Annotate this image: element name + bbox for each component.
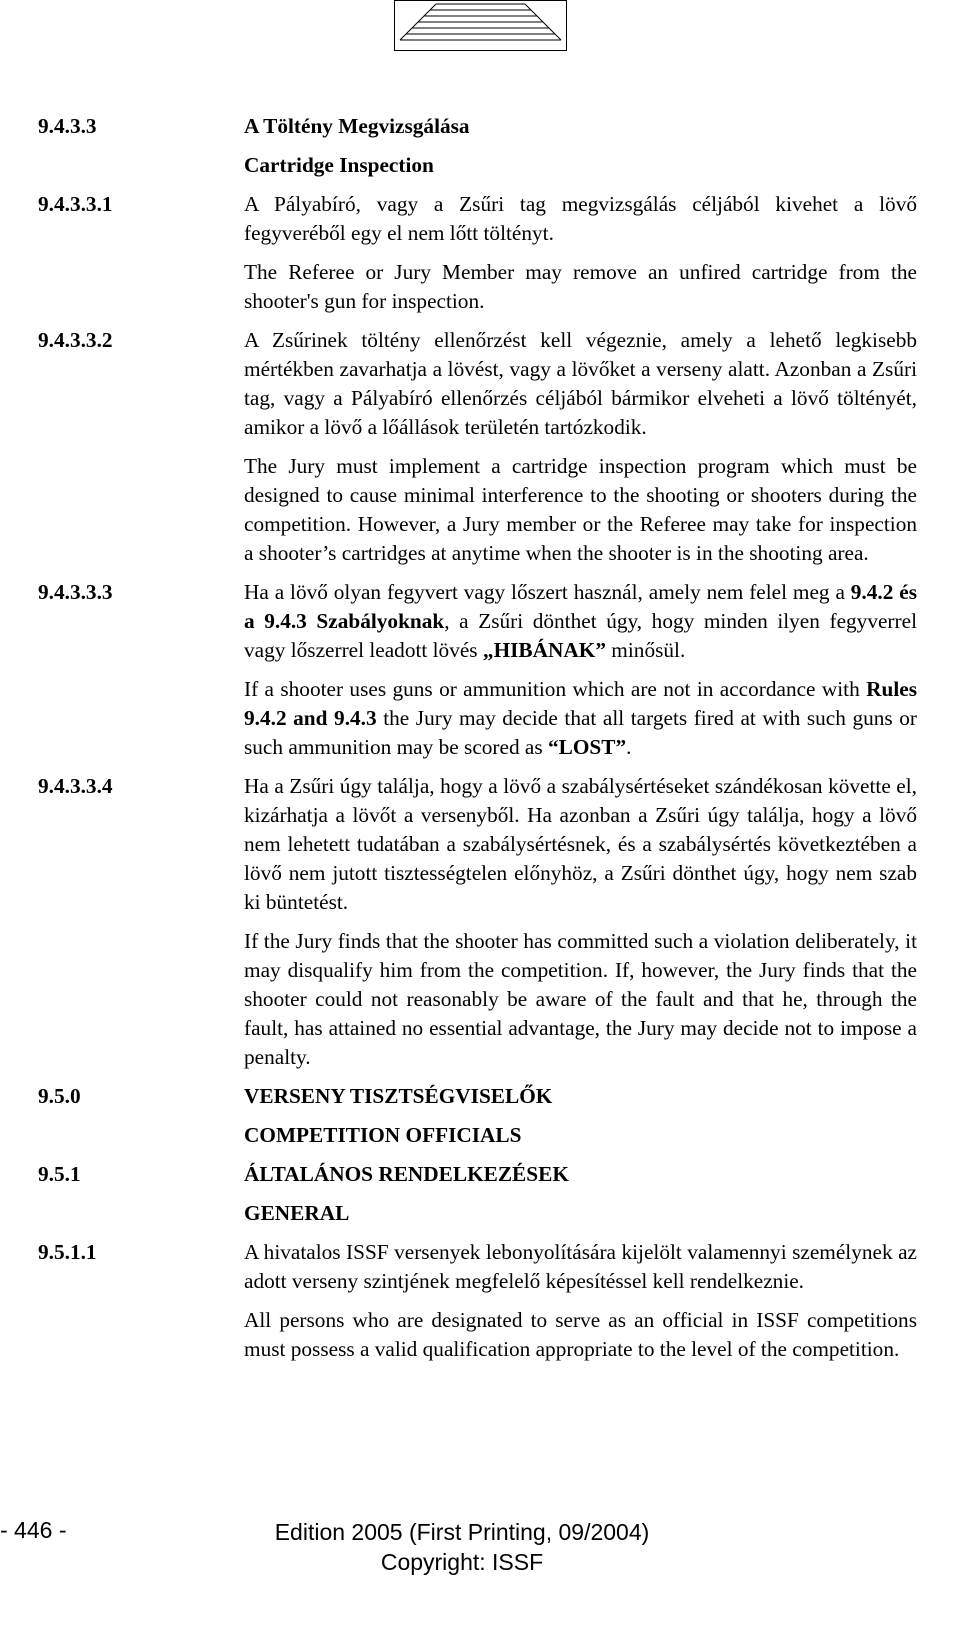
paragraph-en-row	[38, 258, 960, 316]
paragraph-en-row	[38, 452, 960, 568]
section-9-4-3-3-2	[38, 326, 960, 442]
number-spacer	[38, 151, 244, 180]
text-run: Ha a lövő olyan fegyvert vagy lőszert használ, amely nem felel meg a	[244, 580, 851, 604]
number-spacer	[38, 675, 244, 762]
section-9-5-1	[38, 1160, 960, 1189]
section-9-4-3-3-4	[38, 772, 960, 917]
section-number: 9.4.3.3	[38, 114, 97, 138]
number-spacer	[38, 927, 244, 1072]
text-run: the Jury may decide that all targets fired at with such guns or such ammunition may be scored as	[244, 706, 917, 759]
section-title-en: GENERAL	[244, 1201, 350, 1225]
section-9-4-3-3-1	[38, 190, 960, 248]
bold-rule-reference: 9.4.2 és a 9.4.3 Szabályoknak	[244, 580, 917, 633]
paragraph-en-row	[38, 675, 960, 762]
document-body	[38, 112, 960, 1364]
section-number: 9.4.3.3.1	[38, 192, 113, 216]
text-run: , a Zsűri dönthet úgy, hogy minden ilyen fegyverrel vagy lőszerrel leadott lövés	[244, 609, 917, 662]
page-number: - 446 -	[0, 1517, 67, 1543]
paragraph-hu	[244, 578, 917, 665]
paragraph-en: The Referee or Jury Member may remove an unfired cartridge from the shooter's gun for inspection.	[244, 260, 917, 313]
section-title-hu: VERSENY TISZTSÉGVISELŐK	[244, 1084, 553, 1108]
number-spacer	[38, 1121, 244, 1150]
section-title-en-row	[38, 1121, 960, 1150]
paragraph-hu: A hivatalos ISSF versenyek lebonyolítására kijelölt valamennyi személynek az adott verseny szintjének megfelelő képesítéssel kell rendelkeznie.	[244, 1240, 917, 1293]
section-number: 9.4.3.3.2	[38, 328, 113, 352]
bold-rule-reference: Rules 9.4.2 and 9.4.3	[244, 677, 917, 730]
text-run: If a shooter uses guns or ammunition which are not in accordance with	[244, 677, 867, 701]
copyright-text: Copyright: ISSF	[380, 1549, 544, 1575]
section-9-5-1-1	[38, 1238, 960, 1296]
section-title-en: COMPETITION OFFICIALS	[244, 1123, 522, 1147]
section-title-en-row	[38, 151, 960, 180]
section-9-4-3-3	[38, 112, 960, 141]
section-number: 9.5.0	[38, 1084, 81, 1108]
section-title-hu: A Töltény Megvizsgálása	[244, 114, 470, 138]
text-run: minősül.	[605, 638, 686, 662]
paragraph-en: If the Jury finds that the shooter has committed such a violation deliberately, it may disqualify him from the competition. If, however, the Jury finds that the shooter could not reasonably be aware of the fault and that he, through the fault, has attained no essential advantage, the Jury may decide not to impose a penalty.	[244, 929, 917, 1069]
edition-text: Edition 2005 (First Printing, 09/2004)	[274, 1519, 650, 1545]
footer	[262, 1517, 662, 1577]
paragraph-en	[244, 675, 917, 762]
section-title-en-row	[38, 1199, 960, 1228]
text-run: .	[626, 735, 632, 759]
paragraph-hu: Ha a Zsűri úgy találja, hogy a lövő a szabálysértéseket szándékosan követte el, kizárhatja a lövőt a versenyből. Ha azonban a Zsűri úgy találja, hogy a lövő nem lehetett tudatában a szabálysértésnek, és a szabálysértés következtében a lövő nem jutott tisztességtelen előnyhöz, a Zsűri dönthet úgy, hogy nem szab ki büntetést.	[244, 774, 917, 914]
number-spacer	[38, 452, 244, 568]
paragraph-en-row	[38, 1306, 960, 1364]
section-9-5-0	[38, 1082, 960, 1111]
section-number: 9.4.3.3.3	[38, 580, 113, 604]
section-number: 9.5.1.1	[38, 1240, 97, 1264]
section-title-en: Cartridge Inspection	[244, 153, 434, 177]
paragraph-en: The Jury must implement a cartridge inspection program which must be designed to cause minimal interference to the shooting or shooters during the competition. However, a Jury member or the Referee may take for inspection a shooter’s cartridges at anytime when the shooter is in the shooting area.	[244, 454, 917, 565]
section-title-hu: ÁLTALÁNOS RENDELKEZÉSEK	[244, 1162, 569, 1186]
paragraph-en-row	[38, 927, 960, 1072]
section-number: 9.4.3.3.4	[38, 774, 113, 798]
section-number: 9.5.1	[38, 1162, 81, 1186]
section-9-4-3-3-3	[38, 578, 960, 665]
issf-logo-icon	[394, 0, 567, 51]
paragraph-en: All persons who are designated to serve as an official in ISSF competitions must possess a valid qualification appropriate to the level of the competition.	[244, 1308, 917, 1361]
number-spacer	[38, 258, 244, 316]
number-spacer	[38, 1199, 244, 1228]
number-spacer	[38, 1306, 244, 1364]
bold-term: “LOST”	[548, 735, 627, 759]
paragraph-hu: A Pályabíró, vagy a Zsűri tag megvizsgálás céljából kivehet a lövő fegyveréből egy el nem lőtt töltényt.	[244, 192, 917, 245]
paragraph-hu: A Zsűrinek töltény ellenőrzést kell végeznie, amely a lehető legkisebb mértékben zavarhatja a lövést, vagy a lövőket a verseny alatt. Azonban a Zsűri tag, vagy a Pályabíró ellenőrzés céljából bármikor elveheti a lövő töltényét, amikor a lövő a lőállások területén tartózkodik.	[244, 328, 917, 439]
bold-term: „HIBÁNAK”	[482, 638, 606, 662]
